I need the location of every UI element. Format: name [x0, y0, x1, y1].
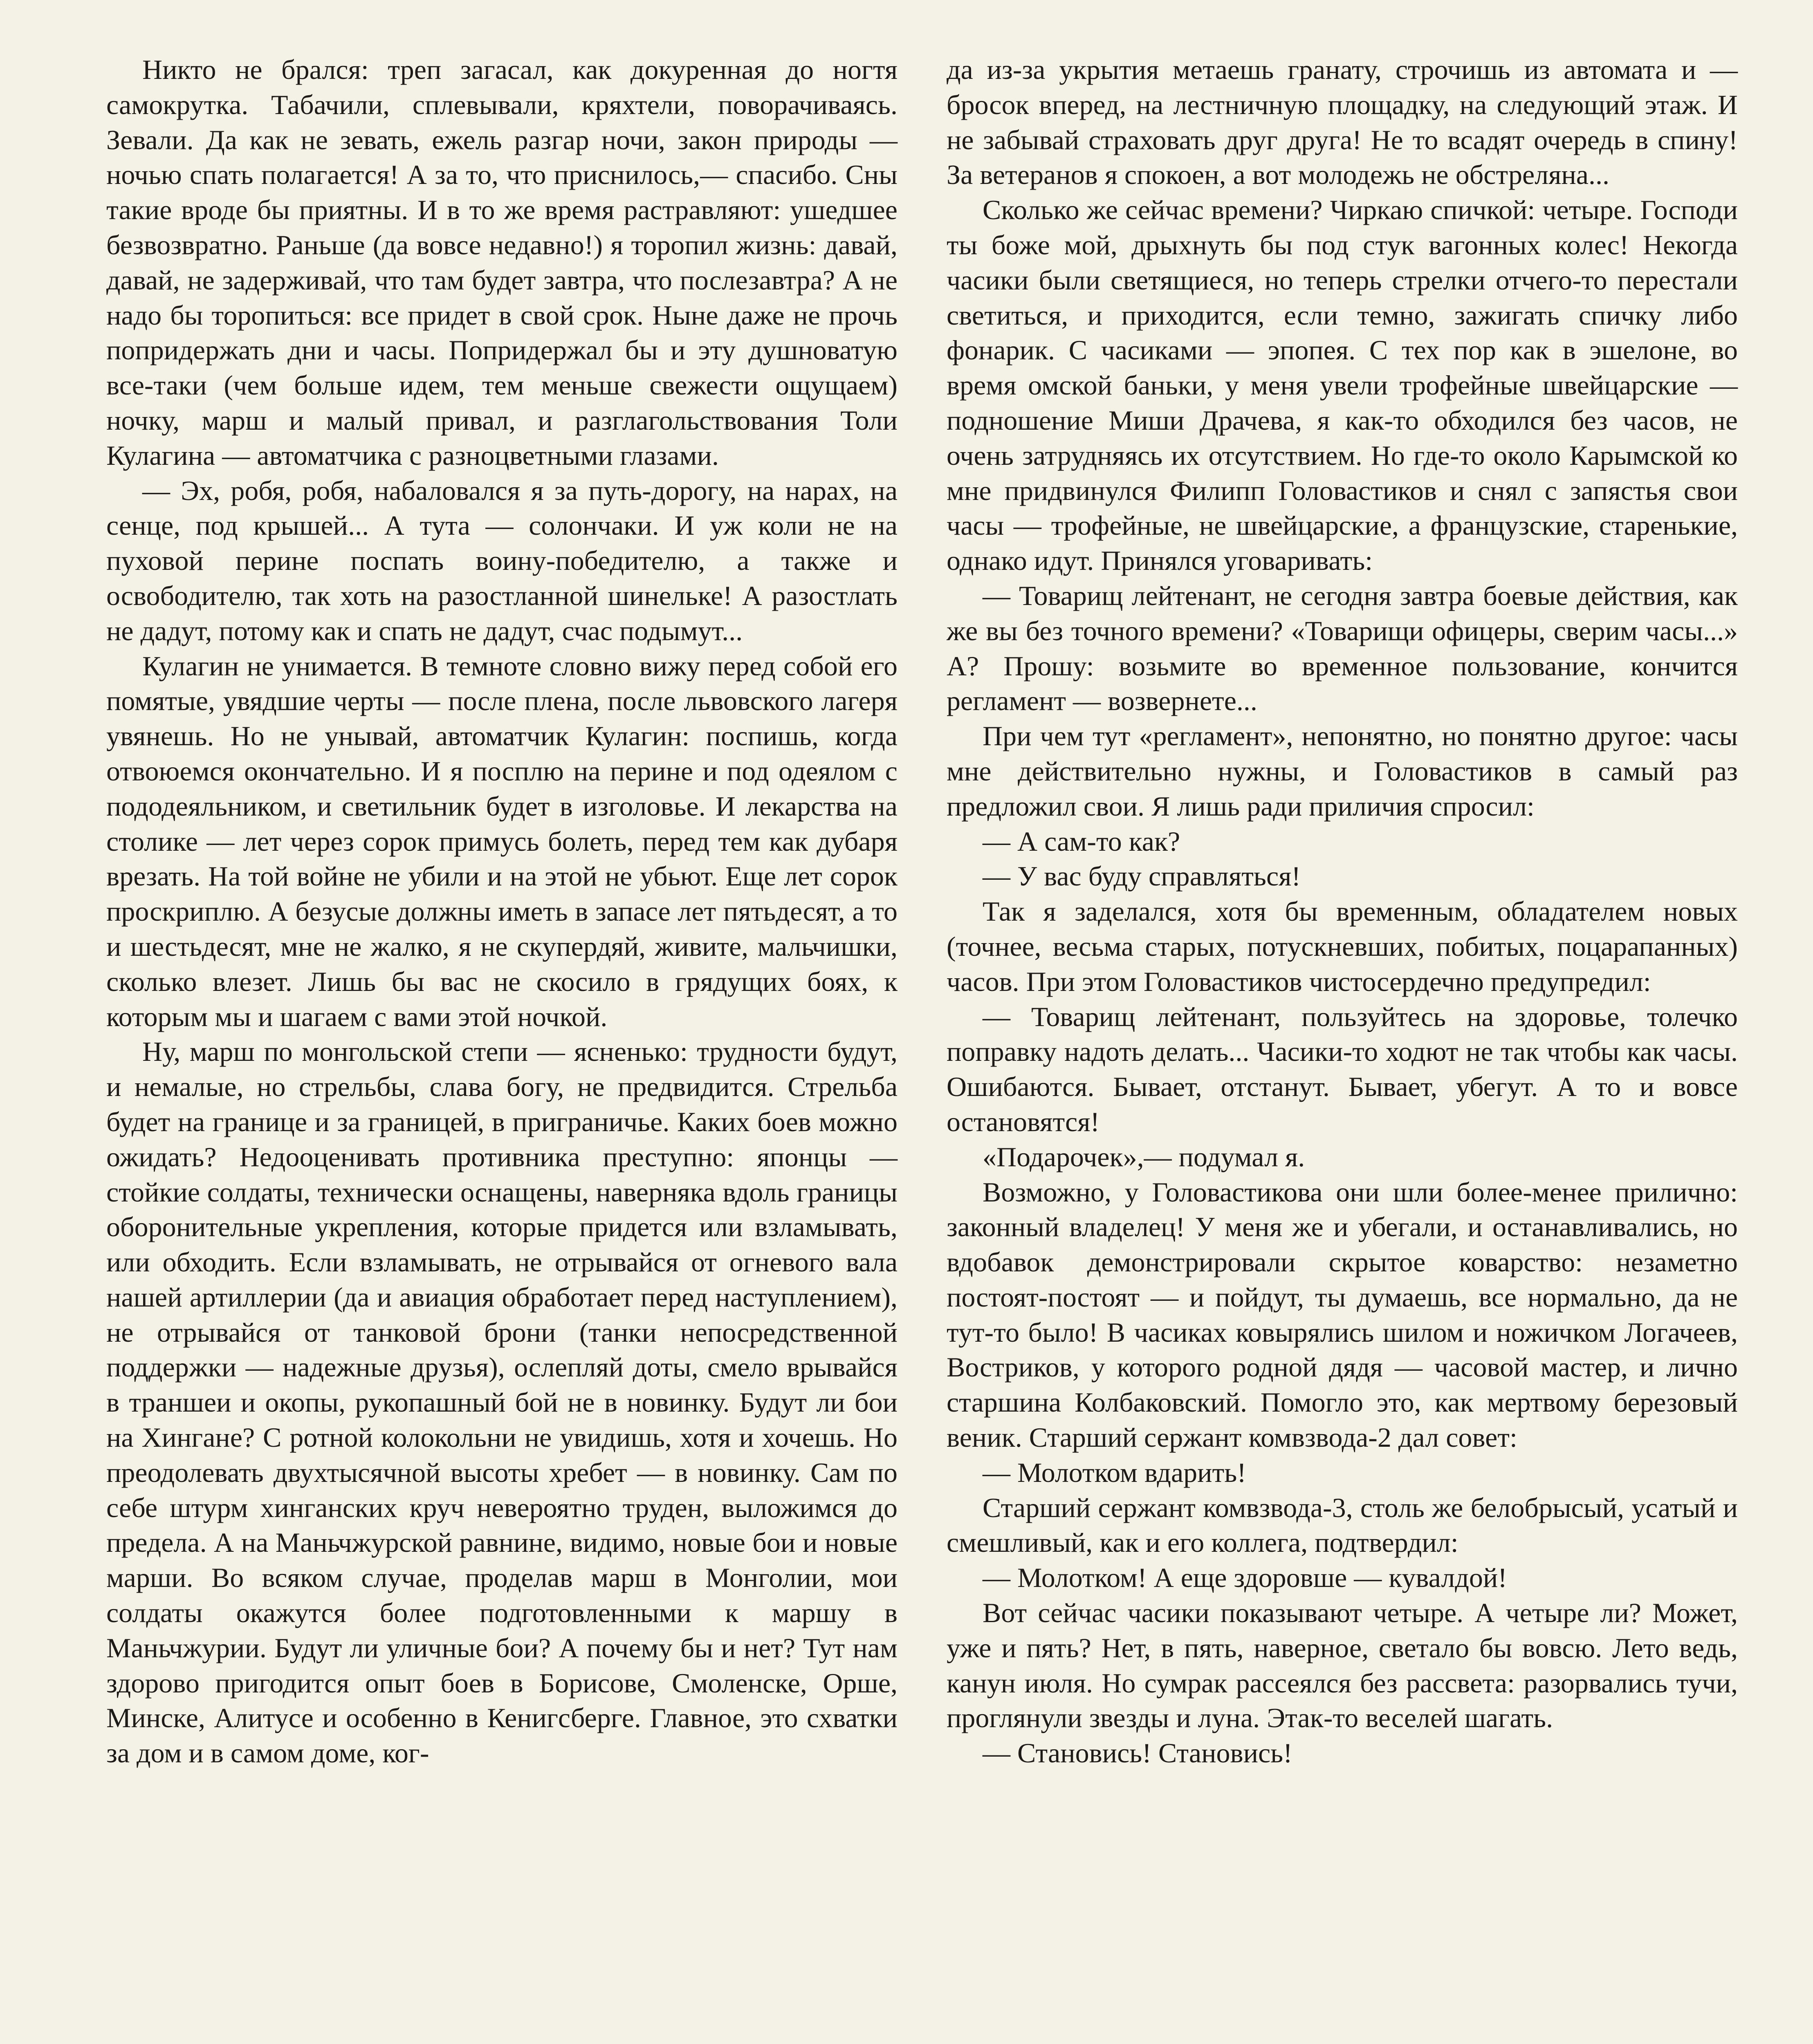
paragraph: — Товарищ лейтенант, пользуйтесь на здоровье, толечко поправку надоть делать... Часики-то ходют не так чтобы как часы. Ошибаются. Бывает, отстанут. Бывает, убегут. А то и вовсе остановятся!	[947, 1001, 1738, 1137]
paragraph: — Товарищ лейтенант, не сегодня завтра боевые действия, как же вы без точного времени? «Товарищи офицеры, сверим часы...» А? Прошу: возьмите во временное пользование, кончится регламент — возвернете...	[947, 580, 1738, 717]
paragraph: — Молотком вдарить!	[983, 1457, 1246, 1488]
paragraph: Кулагин не унимается. В темноте словно вижу перед собой его помятые, увядшие черты — после плена, после львовского лагеря увянешь. Но не унывай, автоматчик Кулагин: поспишь, когда отвоюемся окончательно. И я посплю на перине и под одеялом с пододеяльником, и светильник будет в изголовье. И лекарства на столике — лет через сорок примусь болеть, перед тем как дубаря врезать. На той войне не убили и на этой не убьют. Еще лет сорок проскриплю. А безусые должны иметь в запасе лет пятьдесят, а то и шестьдесят, мне не жалко, я не скупердяй, живите, мальчишки, сколько влезет. Лишь бы вас не скосило в грядущих боях, к которым мы и шагаем с вами этой ночкой.	[106, 650, 898, 1032]
paragraph: Никто не брался: треп загасал, как докуренная до ногтя самокрутка. Табачили, сплевывали, кряхтели, поворачиваясь. Зевали. Да как не зевать, ежель разгар ночи, закон природы — ночью спать полагается! А за то, что приснилось,— спасибо. Сны такие вроде бы приятны. И в то же время растравляют: ушедшее безвозвратно. Раньше (да вовсе недавно!) я торопил жизнь: давай, давай, не задерживай, что там будет завтра, что послезавтра? А не надо бы торопиться: все придет в свой срок. Ныне даже не прочь попридержать дни и часы. Попридержал бы и эту душноватую все-таки (чем больше идем, тем меньше свежести ощущаем) ночку, марш и малый привал, и разглагольствования Толи Кулагина — автоматчика с разноцветными глазами.	[106, 54, 898, 471]
paragraph: — Эх, робя, робя, набаловался я за путь-дорогу, на нарах, на сенце, под крышей... А тута — солончаки. И уж коли не на пуховой перине поспать воину-победителю, а также и освободителю, так хоть на разостланной шинельке! А разостлать не дадут, потому как и спать не дадут, счас подымут...	[106, 475, 898, 646]
paragraph: Так я заделался, хотя бы временным, обладателем новых (точнее, весьма старых, потускневших, побитых, поцарапанных) часов. При этом Головастиков чистосердечно предупредил:	[947, 896, 1738, 997]
paragraph: — А сам-то как?	[983, 825, 1180, 857]
paragraph: Возможно, у Головастикова они шли более-менее прилично: законный владелец! У меня же и убегали, и останавливались, но вдобавок демонстрировали скрытое коварство: незаметно постоят-постоят — и пойдут, ты думаешь, все нормально, да не тут-то было! В часиках ковырялись шилом и ножичком Логачеев, Востриков, у которого родной дядя — часовой мастер, и лично старшина Колбаковский. Помогло это, как мертвому березовый веник. Старший сержант комвзвода-2 дал совет:	[947, 1176, 1738, 1453]
paragraph: «Подарочек»,— подумал я.	[983, 1141, 1305, 1172]
paragraph: — Становись! Становись!	[983, 1737, 1292, 1769]
paragraph: да из-за укрытия метаешь гранату, строчишь из автомата и — бросок вперед, на лестничную площадку, на следующий этаж. И не забывай страховать друг друга! Не то всадят очередь в спину! За ветеранов я спокоен, а вот молодежь не обстреляна...	[947, 54, 1738, 191]
paragraph: Сколько же сейчас времени? Чиркаю спичкой: четыре. Господи ты боже мой, дрыхнуть бы под стук вагонных колес! Некогда часики были светящиеся, но теперь стрелки отчего-то перестали светиться, и приходится, если темно, зажигать спичку либо фонарик. С часиками — эпопея. С тех пор как в эшелоне, во время омской баньки, у меня увели трофейные швейцарские — подношение Миши Драчева, я как-то обходился без часов, не очень затрудняясь их отсутствием. Но где-то около Карымской ко мне придвинулся Филипп Головастиков и снял с запястья свои часы — трофейные, не швейцарские, а французские, старенькие, однако идут. Принялся уговаривать:	[947, 194, 1738, 576]
paragraph: — Молотком! А еще здоровше — кувалдой!	[983, 1562, 1507, 1594]
right-text-column	[947, 52, 1738, 1771]
paragraph: — У вас буду справляться!	[983, 861, 1301, 892]
paragraph: Вот сейчас часики показывают четыре. А четыре ли? Может, уже и пять? Нет, в пять, наверное, светало бы вовсю. Лето ведь, канун июля. Но сумрак рассеялся без рассвета: разорвались тучи, проглянули звезды и луна. Этак-то веселей шагать.	[947, 1597, 1738, 1734]
paragraph: Старший сержант комвзвода-3, столь же белобрысый, усатый и смешливый, как и его коллега, подтвердил:	[947, 1492, 1738, 1558]
paragraph: Ну, марш по монгольской степи — ясненько: трудности будут, и немалые, но стрельбы, слава богу, не предвидится. Стрельба будет на границе и за границей, в приграничье. Каких боев можно ожидать? Недооценивать противника преступно: японцы — стойкие солдаты, технически оснащены, наверняка вдоль границы оборонительные укрепления, которые придется или взламывать, или обходить. Если взламывать, не отрывайся от огневого вала нашей артиллерии (да и авиация обработает перед наступлением), не отрывайся от танковой брони (танки непосредственной поддержки — надежные друзья), ослепляй доты, смело врывайся в траншеи и окопы, рукопашный бой не в новинку. Будут ли бои на Хингане? С ротной колокольни не увидишь, хотя и хочешь. Но преодолевать двухтысячной высоты хребет — в новинку. Сам по себе штурм хинганских круч невероятно труден, выложимся до предела. А на Маньчжурской равнине, видимо, новые бои и новые марши. Во всяком случае, проделав марш в Монголии, мои солдаты окажутся более подготовленными к маршу в Маньчжурии. Будут ли уличные бои? А почему бы и нет? Тут нам здорово пригодится опыт боев в Борисове, Смоленске, Орше, Минске, Алитусе и особенно в Кенигсберге. Главное, это схватки за дом и в самом доме, ког-	[106, 1036, 898, 1769]
left-text-column	[106, 52, 898, 1771]
paragraph: При чем тут «регламент», непонятно, но понятно другое: часы мне действительно нужны, и Головастиков в самый раз предложил свои. Я лишь ради приличия спросил:	[947, 720, 1738, 822]
